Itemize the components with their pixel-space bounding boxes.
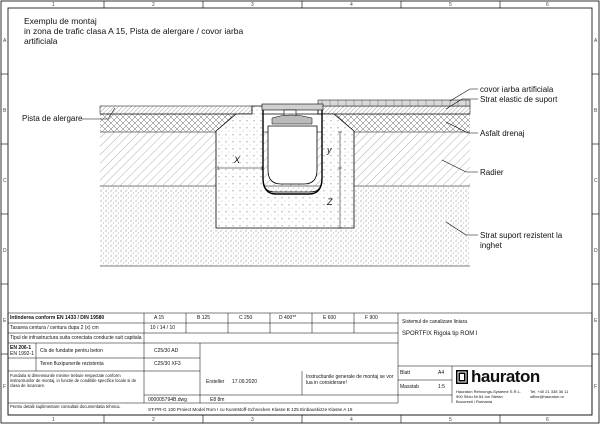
class-e600: E 600 [323,315,337,321]
svg-text:4: 4 [350,417,353,423]
scale-value: 1:5 [438,384,445,390]
grid-col-1: 1 [52,2,55,8]
brand-logo-text: hauraton [471,367,540,386]
title-line-3: artificiala [24,36,58,46]
svg-text:F: F [3,384,7,390]
svg-text:6: 6 [546,2,549,8]
svg-text:3: 3 [251,417,254,423]
company-name: Hauraton Rehnungs-Systeme S.R.L. [456,389,521,394]
svg-text:F: F [594,384,598,390]
label-elastic-support: Strat elastic de suport [480,95,558,104]
dimension-y: y [327,145,332,155]
product-name: SPORTFIX Rigola tip ROM I [402,331,478,337]
title-line-2: in zona de trafic clasa A 15, Pista de alergare / covor iarba [24,26,244,36]
svg-text:6: 6 [546,417,549,423]
title-line-1: Exemplu de montaj [24,16,97,26]
svg-text:E: E [3,318,7,324]
asphalt-right [334,114,470,132]
svg-text:5: 5 [449,2,452,8]
svg-text:3: 3 [251,2,254,8]
drawing-date: 17.09.2020 [232,379,258,385]
svg-text:2: 2 [152,417,155,423]
tb-footer: ST-PR-G 100 Proiect Model Rom I cu Kunststoff-Schnecken Klasse B 125 Einbauskizze Klasse A 15 [148,407,353,412]
elastic-support-layer [318,106,470,114]
format-value: A4 [438,370,445,376]
concrete-a-text: Cls de fundatie pentru beton [40,348,103,354]
hauraton-logo-icon [456,370,468,384]
svg-text:B: B [3,108,7,114]
concrete-a-code: EN 206-1 [10,345,32,351]
drawing-index: E8 8m [210,397,225,403]
ersteller-label: Ersteller [206,379,225,385]
class-a15: A 15 [154,315,165,321]
concrete-a-sub: EN 1992-1 [10,351,34,357]
svg-text:D: D [594,248,598,254]
tb-notes: Fundatia si dimensiunile minime trebuie respectate conform instructiunilor de montaj, in functie de conditiile specifice locale si de clasa de incarcare. [10,373,137,388]
tb-row1-label: Intinderea conform EN 1433 / DIN 19580 [10,315,105,321]
asphalt-left [100,114,235,132]
svg-text:D: D [3,248,7,254]
label-frost-layer-1: Strat suport rezistent la [480,231,563,240]
running-track-layer [100,106,252,114]
dimension-z: Z [327,197,333,207]
class-d400: D 400** [279,315,297,321]
concrete-a-value: C25/30 AD [154,348,179,354]
tb-notes-2: Pentru detalii suplimentare consultati documentatia tehnica. [10,404,121,409]
label-artificial-turf: covor iarba artificiala [480,85,554,94]
concrete-b-value: C25/30 XF3 [154,361,181,367]
tb-row3-label: Tipul de infrastructura suita corectata conducte suit capitala [10,335,142,341]
class-f900: F 900 [365,315,378,321]
company-email: office@hauraton.ro [530,394,565,399]
label-radier: Radier [480,168,504,177]
svg-text:1: 1 [52,417,55,423]
company-city: Bucuresti / Romania [456,399,493,404]
label-running-track: Pista de alergare [22,114,83,123]
svg-text:A: A [594,38,598,44]
dimension-x: X [234,155,241,165]
svg-text:5: 5 [449,417,452,423]
scale-label: Masstab [400,384,419,390]
svg-text:2: 2 [152,2,155,8]
class-b125: B 125 [197,315,211,321]
class-c250: C 250 [239,315,253,321]
tb-row2-value: 10 / 14 / 10 [150,325,176,331]
label-asphalt-drain: Asfalt drenaj [480,129,525,138]
product-header: Sistemul de canalizare liniara [402,319,468,325]
channel-inner [268,126,317,184]
format-label: Blatt [400,370,411,376]
tb-instructions: Instructiunile generale de montaj se vor lua in considerare! [306,374,394,386]
svg-text:A: A [3,38,7,44]
company-address: 900 Sibiu Nr.54 Ion Stefan [456,394,503,399]
tb-row2-label: Tasarea centura / centura dupa 2 (x) cm [10,325,99,331]
concrete-b-text: Teren fluxipunerile rezistenta [40,361,104,367]
svg-text:4: 4 [350,2,353,8]
svg-text:C: C [594,178,598,184]
svg-text:E: E [594,318,598,324]
company-phone: Tel. +40 21 338 36 11 [530,389,569,394]
grating [262,104,323,110]
label-frost-layer-2: inghet [480,241,502,250]
svg-text:B: B [594,108,598,114]
svg-text:C: C [3,178,7,184]
drawing-file: 000005794B.dwg [148,397,187,403]
